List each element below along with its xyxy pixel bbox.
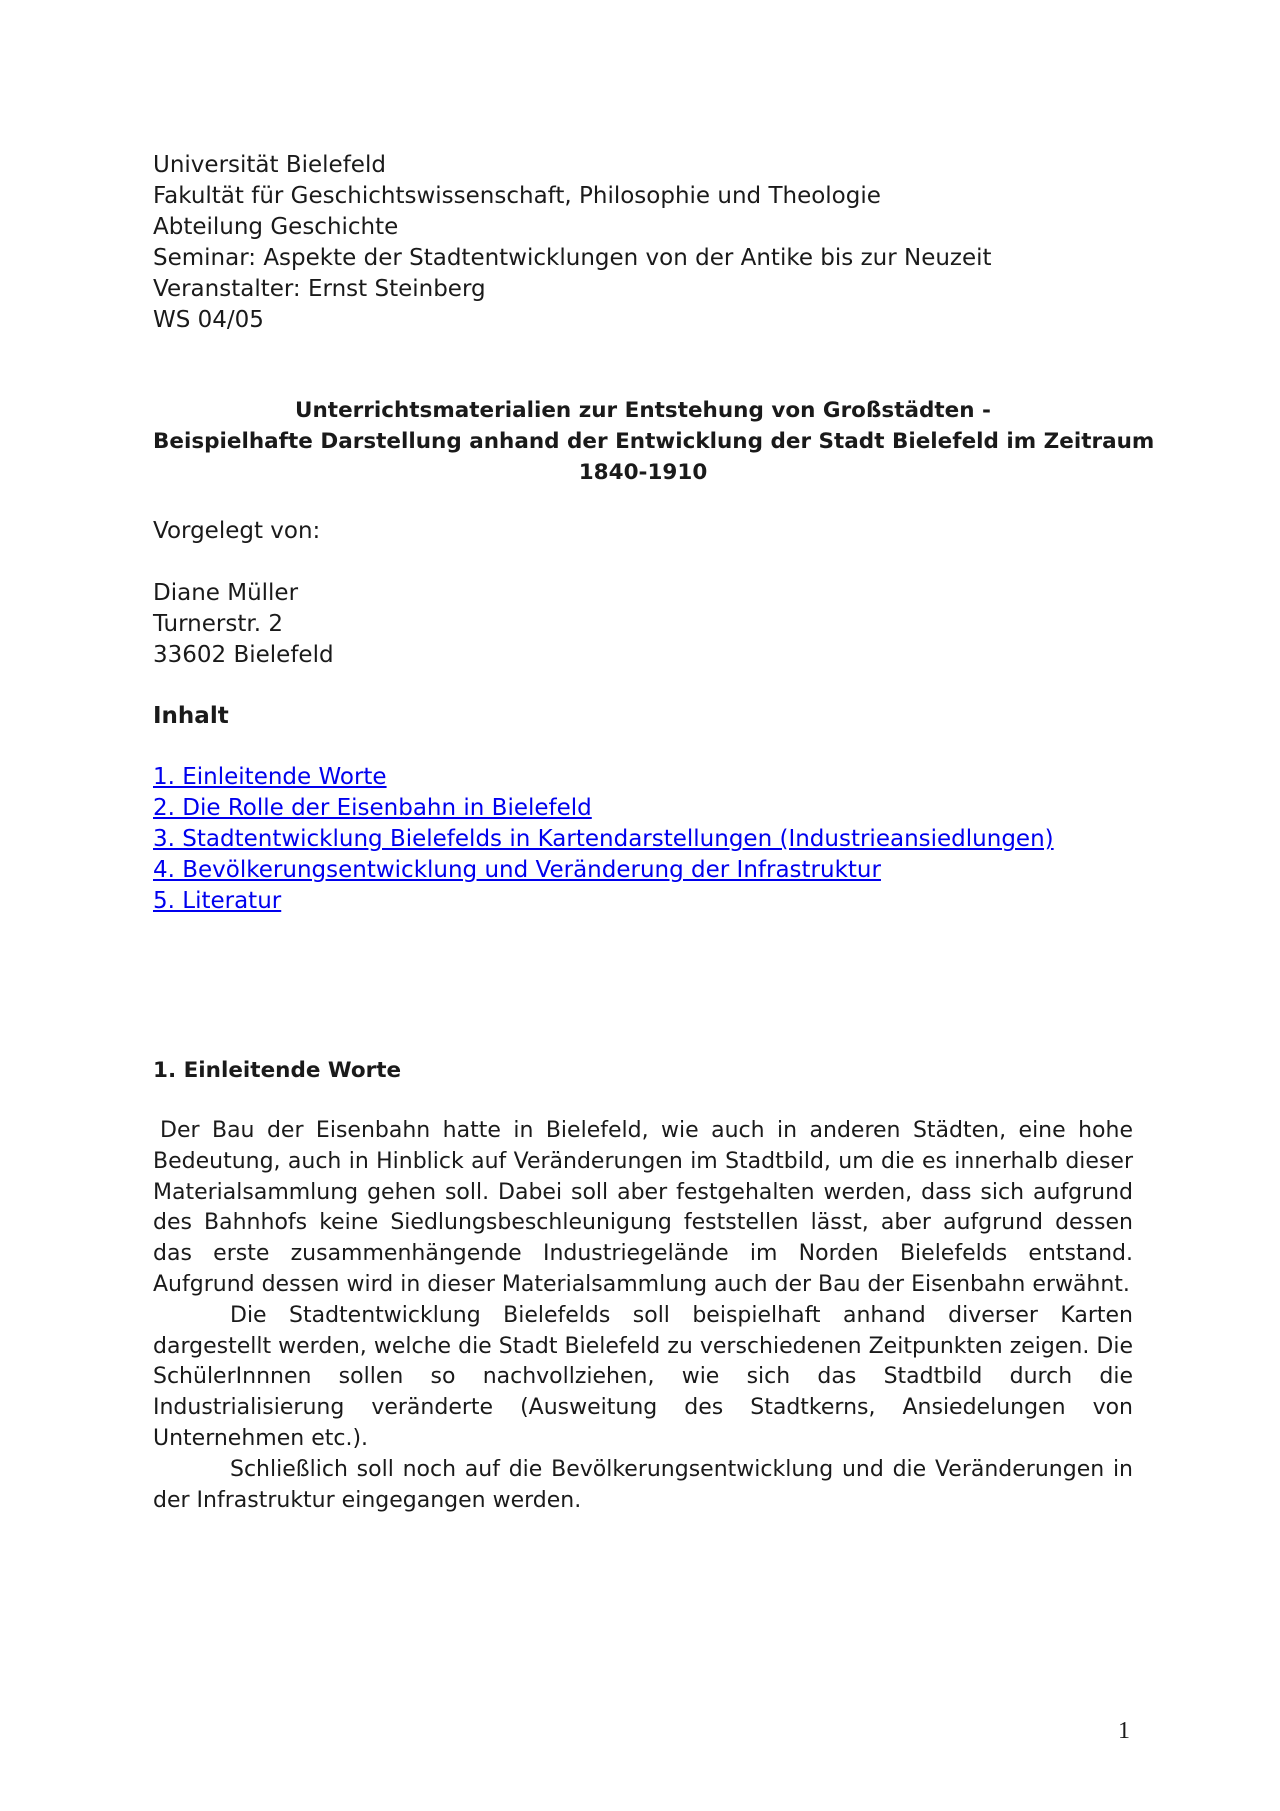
university-line: Universität Bielefeld — [153, 152, 386, 178]
page-content — [153, 150, 1155, 1516]
title-line-2: Beispielhafte Darstellung anhand der Entwicklung der Stadt Bielefeld im Zeitraum — [153, 429, 1155, 454]
author-address — [153, 578, 1133, 671]
organizer-line: Veranstalter: Ernst Steinberg — [153, 276, 486, 302]
semester-line: WS 04/05 — [153, 307, 264, 333]
toc-link-bevoelkerung[interactable]: 4. Bevölkerungsentwicklung und Veränderung der Infrastruktur — [153, 857, 881, 883]
toc-link-einleitende-worte[interactable]: 1. Einleitende Worte — [153, 764, 387, 790]
author-street: Turnerstr. 2 — [153, 611, 283, 637]
paragraph: Schließlich soll noch auf die Bevölkerungsentwicklung und die Veränderungen in der Infrastruktur eingegangen werden. — [153, 1456, 1133, 1513]
toc-link-stadtentwicklung[interactable]: 3. Stadtentwicklung Bielefelds in Kartendarstellungen (Industrieansiedlungen) — [153, 826, 1054, 852]
toc-link-eisenbahn[interactable]: 2. Die Rolle der Eisenbahn in Bielefeld — [153, 795, 592, 821]
author-name: Diane Müller — [153, 580, 299, 606]
faculty-line: Fakultät für Geschichtswissenschaft, Philosophie und Theologie — [153, 183, 881, 209]
paragraph: Die Stadtentwicklung Bielefelds soll beispielhaft anhand diverser Karten dargestellt werden, welche die Stadt Bielefeld zu verschiedenen Zeitpunkten zeigen. Die SchülerInnnen sollen so nachvollziehen, wie sich das Stadtbild durch die Industrialisierung veränderte (Ausweitung des Stadtkerns, Ansiedelungen von Unternehmen etc.). — [153, 1302, 1133, 1451]
seminar-line: Seminar: Aspekte der Stadtentwicklungen von der Antike bis zur Neuzeit — [153, 245, 992, 271]
toc-link-literatur[interactable]: 5. Literatur — [153, 888, 282, 914]
institution-header — [153, 150, 1133, 336]
submitted-by-label: Vorgelegt von: — [153, 518, 321, 544]
toc-heading: Inhalt — [153, 703, 229, 729]
author-city: 33602 Bielefeld — [153, 642, 334, 668]
title-line-3: 1840-1910 — [578, 460, 708, 485]
document-title — [153, 395, 1155, 488]
department-line: Abteilung Geschichte — [153, 214, 399, 240]
section-heading-einleitende-worte: 1. Einleitende Worte — [153, 1058, 402, 1083]
section-body — [153, 1116, 1133, 1516]
table-of-contents — [153, 762, 1133, 917]
title-line-1: Unterrichtsmaterialien zur Entstehung von Großstädten - — [295, 398, 991, 423]
paragraph: Der Bau der Eisenbahn hatte in Bielefeld, wie auch in anderen Städten, eine hohe Bedeutung, auch in Hinblick auf Veränderungen im Stadtbild, um die es innerhalb dieser Materialsammlung gehen soll. Dabei soll aber festgehalten werden, dass sich aufgrund des Bahnhofs keine Siedlungsbeschleunigung feststellen lässt, aber aufgrund dessen das erste zusammenhängende Industriegelände im Norden Bielefelds entstand. Aufgrund dessen wird in dieser Materialsammlung auch der Bau der Eisenbahn erwähnt. — [153, 1118, 1133, 1297]
page-number: 1 — [1118, 1718, 1130, 1744]
